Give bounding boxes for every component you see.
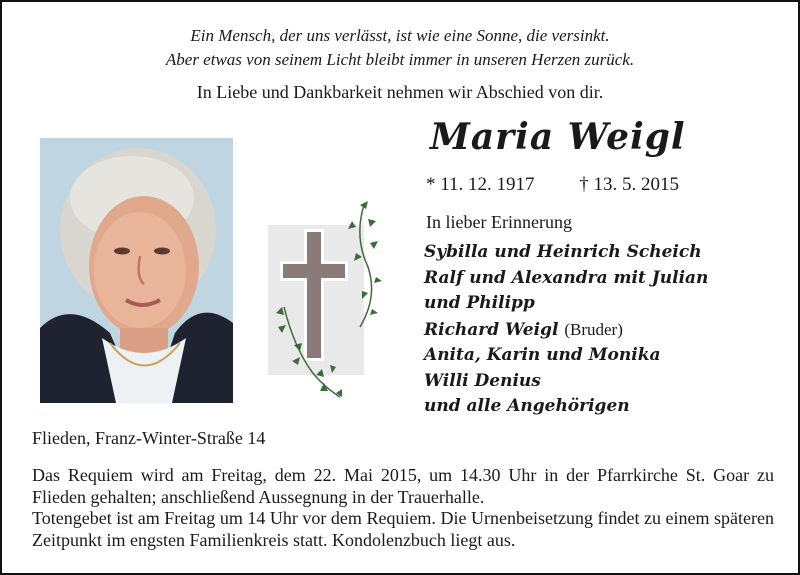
- birth-date: * 11. 12. 1917: [426, 174, 535, 195]
- farewell-line: In Liebe und Dankbarkeit nehmen wir Abschied von dir.: [196, 82, 604, 102]
- quote-line-1: Ein Mensch, der uns verlässt, ist wie eine Sonne, die versinkt.: [190, 26, 610, 45]
- mourner-line: Richard Weigl (Bruder): [424, 319, 623, 340]
- memorial-quote: [2, 24, 798, 72]
- deceased-name: Maria Weigl: [430, 116, 686, 158]
- service-details: [32, 465, 774, 551]
- mourner-line: Willi Denius: [424, 370, 541, 391]
- cross-icon: [264, 197, 384, 402]
- mourners-list: [424, 240, 708, 420]
- death-date: † 13. 5. 2015: [579, 174, 680, 195]
- cross-with-ivy: [264, 197, 384, 402]
- mourner-line: Anita, Karin und Monika: [424, 345, 661, 365]
- mourner-line: Sybilla und Heinrich Scheich: [424, 242, 702, 262]
- mourner-line: und alle Angehörigen: [424, 396, 630, 416]
- memory-label: In lieber Erinnerung: [426, 212, 572, 232]
- address: Flieden, Franz-Winter-Straße 14: [32, 428, 266, 448]
- relation-note: (Bruder): [564, 319, 623, 339]
- portrait-photo: [40, 138, 233, 403]
- mourner-line: und Philipp: [424, 293, 535, 313]
- quote-line-2: Aber etwas von seinem Licht bleibt immer in unseren Herzen zurück.: [165, 50, 635, 69]
- mourner-line: Ralf und Alexandra mit Julian: [424, 267, 709, 288]
- prayer-paragraph: Totengebet ist am Freitag um 14 Uhr vor dem Requiem. Die Urnenbeisetzung findet zu einem späteren Zeitpunkt im engsten Familienkreis statt. Kondolenzbuch liegt aus.: [32, 508, 774, 550]
- requiem-paragraph: Das Requiem wird am Freitag, dem 22. Mai 2015, um 14.30 Uhr in der Pfarrkirche St. Goar zu Flieden gehalten; anschließend Aussegnung in der Trauerhalle.: [32, 465, 774, 507]
- portrait-image: [40, 138, 233, 403]
- life-dates: [426, 174, 679, 196]
